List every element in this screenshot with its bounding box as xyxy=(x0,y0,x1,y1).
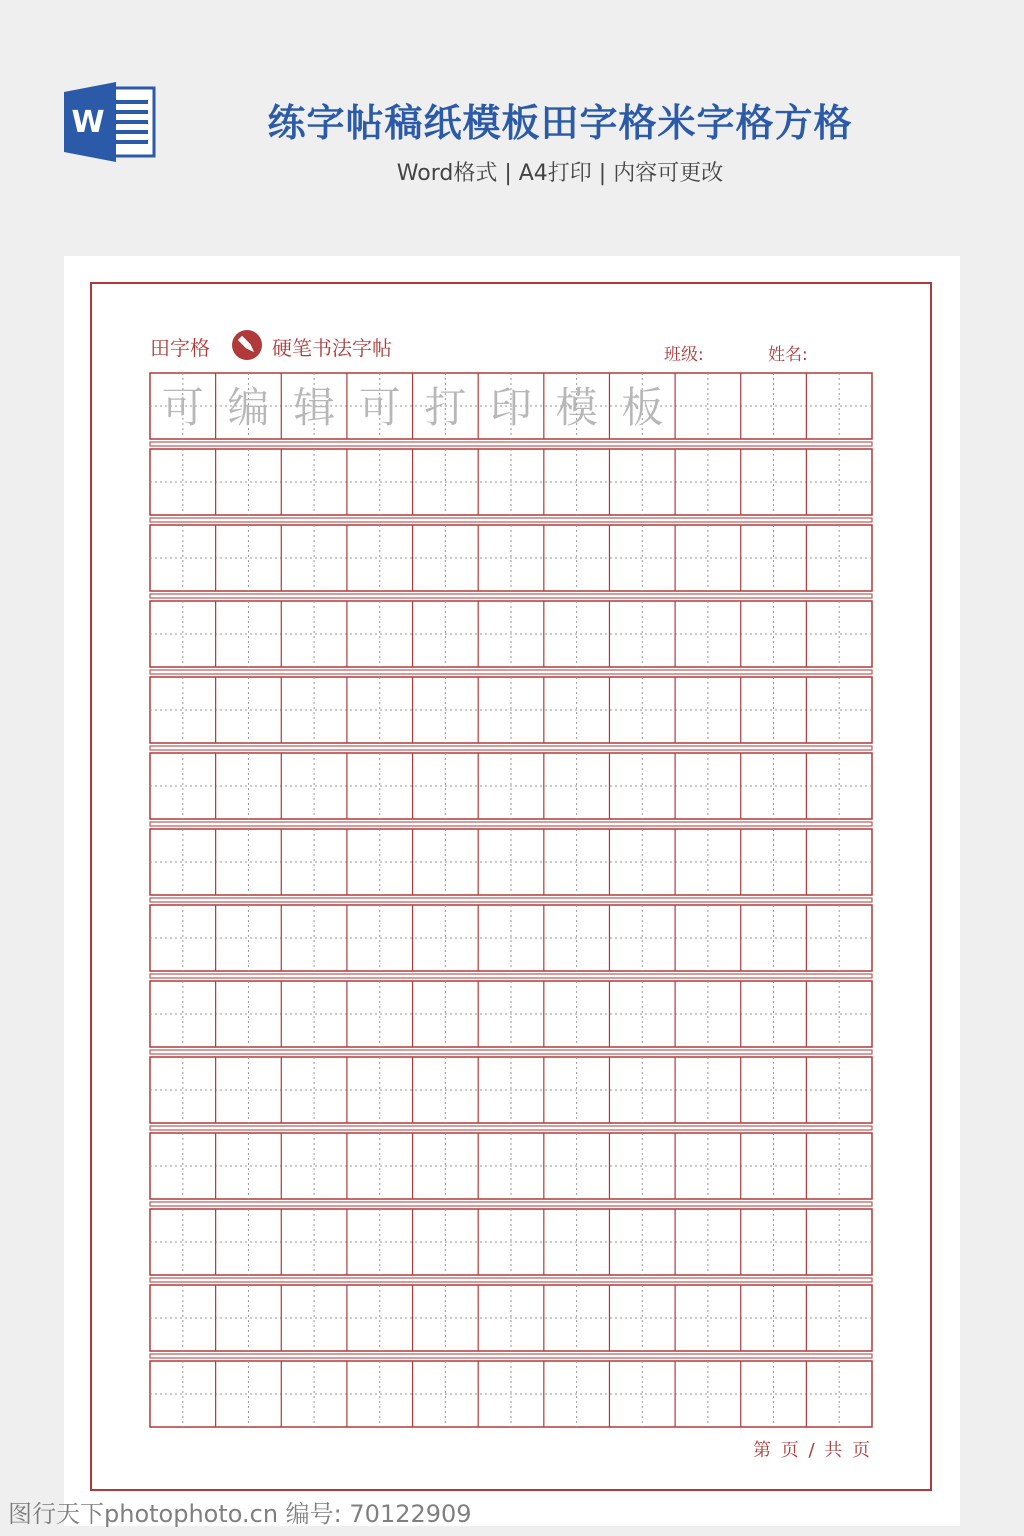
row-spacer xyxy=(150,898,872,902)
grid-type-label: 田字格 xyxy=(150,336,210,360)
row-spacer xyxy=(150,746,872,750)
sample-character: 辑 xyxy=(293,383,336,432)
watermark: 图行天下photophoto.cn 编号: 70122909 xyxy=(8,1500,472,1528)
word-icon-letter: W xyxy=(71,105,105,140)
sample-character: 可 xyxy=(358,383,401,432)
sample-character: 印 xyxy=(489,383,533,432)
row-spacer xyxy=(150,670,872,674)
row-spacer xyxy=(150,442,872,446)
calligraphy-label: 硬笔书法字帖 xyxy=(272,336,392,360)
row-spacer xyxy=(150,974,872,978)
sample-character: 板 xyxy=(621,383,664,432)
page-title: 练字帖稿纸模板田字格米字格方格 xyxy=(267,101,853,145)
row-spacer xyxy=(150,518,872,522)
row-spacer xyxy=(150,1354,872,1358)
row-spacer xyxy=(150,1050,872,1054)
row-spacer xyxy=(150,594,872,598)
name-label: 姓名: xyxy=(768,345,808,365)
row-spacer xyxy=(150,822,872,826)
sample-character: 模 xyxy=(555,383,598,432)
sample-character: 打 xyxy=(424,383,467,432)
page-counter: 第 页 / 共 页 xyxy=(753,1440,872,1461)
class-label: 班级: xyxy=(664,345,704,365)
row-spacer xyxy=(150,1278,872,1282)
sample-character: 编 xyxy=(227,383,270,432)
page-subtitle: Word格式 | A4打印 | 内容可更改 xyxy=(396,161,724,186)
row-spacer xyxy=(150,1202,872,1206)
row-spacer xyxy=(150,1126,872,1130)
sample-character: 可 xyxy=(161,383,204,432)
